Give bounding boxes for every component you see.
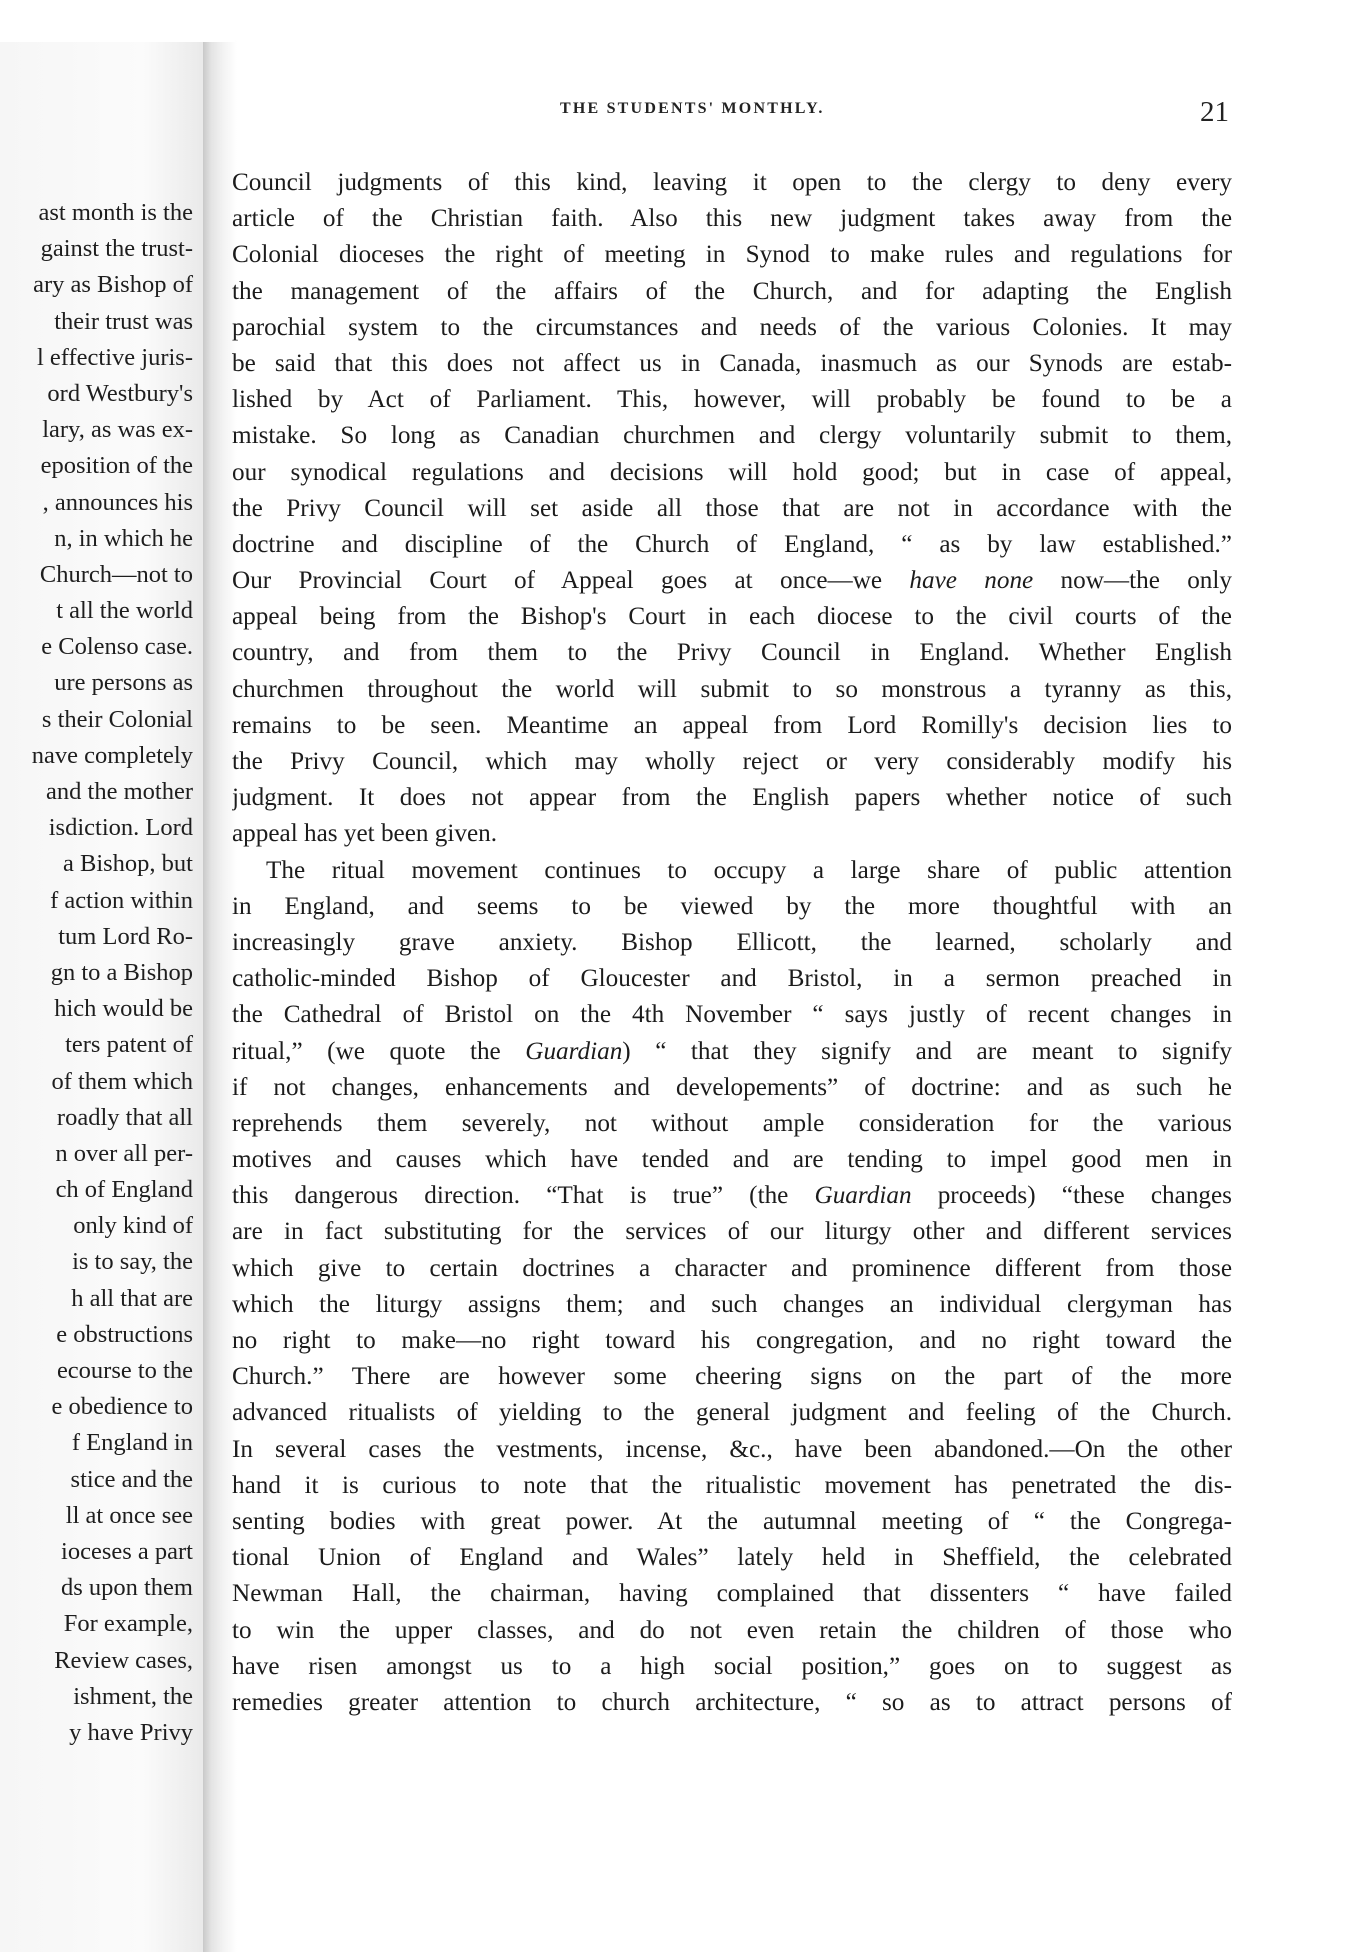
text-line: our synodical regulations and decisions will hold good; but in case of appeal, (232, 458, 1232, 486)
previous-page-line: gn to a Bishop (50, 958, 193, 986)
previous-page (0, 40, 205, 1952)
previous-page-line: of them which (51, 1067, 193, 1095)
text-line: this dangerous direction. “That is true” (the Guardian proceeds) “these changes (232, 1182, 1232, 1210)
previous-page-text (32, 195, 193, 1751)
text-line: have risen amongst us to a high social position,” goes on to suggest as (232, 1652, 1232, 1680)
previous-page-line: hich would be (54, 995, 193, 1023)
text-line: Our Provincial Court of Appeal goes at once—we have none now—the only (232, 567, 1232, 595)
previous-page-line: ast month is the (38, 199, 193, 226)
text-line: In several cases the vestments, incense, &c., have been abandoned.—On the other (232, 1435, 1232, 1463)
text-line: which the liturgy assigns them; and such changes an individual clergyman has (232, 1290, 1232, 1318)
text-line: the Privy Council will set aside all those that are not in accordance with the (232, 494, 1232, 522)
page-number: 21 (1200, 96, 1229, 128)
previous-page-line: n, in which he (54, 524, 193, 552)
text-line: appeal being from the Bishop's Court in each diocese to the civil courts of the (232, 603, 1232, 631)
previous-page-line: For example, (63, 1610, 193, 1638)
text-line: the management of the affairs of the Church, and for adapting the English (232, 277, 1232, 305)
previous-page-line: tum Lord Ro- (58, 922, 193, 950)
text-line: remedies greater attention to church architecture, “ so as to attract persons of (232, 1688, 1232, 1716)
text-line: Newman Hall, the chairman, having complained that dissenters “ have failed (232, 1580, 1232, 1608)
previous-page-line: t all the world (56, 597, 193, 625)
text-line: lished by Act of Parliament. This, however, will probably be found to be a (232, 386, 1232, 414)
text-line: remains to be seen. Meantime an appeal from Lord Romilly's decision lies to (232, 711, 1232, 739)
text-line: catholic-minded Bishop of Gloucester and Bristol, in a sermon preached in (232, 965, 1232, 993)
text-line: Council judgments of this kind, leaving it open to the clergy to deny every (232, 169, 1232, 196)
text-line: if not changes, enhancements and developements” of doctrine: and as such he (232, 1073, 1232, 1101)
previous-page-line: e obstructions (56, 1320, 193, 1348)
previous-page-line: Review cases, (54, 1646, 193, 1674)
text-line: Church.” There are however some cheering signs on the part of the more (232, 1363, 1232, 1391)
previous-page-line: ecourse to the (56, 1357, 193, 1384)
previous-page-line: l effective juris- (36, 343, 193, 371)
previous-page-line: f England in (71, 1429, 193, 1457)
previous-page-line: nave completely (31, 741, 193, 769)
previous-page-line: s their Colonial (41, 705, 193, 733)
text-line: mistake. So long as Canadian churchmen and clergy voluntarily submit to them, (232, 422, 1232, 450)
text-line: increasingly grave anxiety. Bishop Ellicott, the learned, scholarly and (232, 928, 1232, 956)
previous-page-line: Church—not to (39, 560, 193, 588)
text-line: reprehends them severely, not without ample consideration for the various (232, 1109, 1232, 1137)
text-line: the Cathedral of Bristol on the 4th November “ says justly of recent changes in (232, 1001, 1232, 1029)
previous-page-line: their trust was (54, 307, 193, 335)
text-line: are in fact substituting for the services of our liturgy other and different services (232, 1218, 1232, 1246)
text-line: advanced ritualists of yielding to the general judgment and feeling of the Church. (232, 1399, 1232, 1427)
text-line: senting bodies with great power. At the autumnal meeting of “ the Congrega- (232, 1507, 1232, 1535)
previous-page-line: e Colenso case. (41, 633, 193, 661)
previous-page-line: f action within (50, 886, 193, 914)
text-line: ritual,” (we quote the Guardian) “ that they signify and are meant to signify (232, 1037, 1232, 1065)
paragraph-2 (232, 853, 1232, 1722)
top-margin (0, 0, 235, 42)
text-line: be said that this does not affect us in Canada, inasmuch as our Synods are estab- (232, 349, 1232, 377)
text-line: tional Union of England and Wales” lately held in Sheffield, the celebrated (232, 1544, 1232, 1572)
text-line: hand it is curious to note that the ritualistic movement has penetrated the dis- (232, 1471, 1232, 1499)
previous-page-line: ure persons as (54, 669, 193, 697)
previous-page-line: and the mother (46, 778, 193, 805)
page-body (232, 165, 1232, 1721)
running-head: THE STUDENTS' MONTHLY. (560, 100, 825, 117)
previous-page-line: ds upon them (60, 1574, 193, 1602)
text-line: parochial system to the circumstances and needs of the various Colonies. It may (232, 313, 1232, 341)
previous-page-line: is to say, the (72, 1248, 193, 1276)
previous-page-line: n over all per- (55, 1139, 193, 1167)
previous-page-line: lary, as was ex- (42, 416, 193, 444)
text-line: the Privy Council, which may wholly reject or very considerably modify his (232, 748, 1232, 775)
text-line: to win the upper classes, and do not even retain the children of those who (232, 1616, 1232, 1644)
previous-page-line: ishment, the (73, 1682, 193, 1710)
previous-page-line: isdiction. Lord (48, 814, 193, 842)
previous-page-line: only kind of (73, 1212, 193, 1240)
previous-page-line: eposition of the (40, 452, 193, 480)
text-line: Colonial dioceses the right of meeting in Synod to make rules and regulations for (232, 241, 1232, 269)
text-line: country, and from them to the Privy Council in England. Whether English (232, 639, 1232, 667)
previous-page-line: a Bishop, but (63, 850, 193, 878)
paragraph-1 (232, 165, 1232, 853)
text-line: no right to make—no right toward his congregation, and no right toward the (232, 1327, 1232, 1354)
text-line: article of the Christian faith. Also this new judgment takes away from the (232, 205, 1232, 233)
previous-page-line: , announces his (42, 488, 193, 516)
text-line: appeal has yet been given. (232, 820, 498, 848)
previous-page-line: h all that are (71, 1284, 193, 1312)
text-line: The ritual movement continues to occupy a large share of public attention (266, 856, 1232, 884)
previous-page-line: roadly that all (56, 1103, 193, 1131)
previous-page-line: ch of England (55, 1176, 193, 1204)
text-line: motives and causes which have tended and are tending to impel good men in (232, 1146, 1232, 1174)
previous-page-line: ll at once see (65, 1501, 193, 1529)
text-line: judgment. It does not appear from the English papers whether notice of such (232, 784, 1232, 812)
previous-page-line: y have Privy (69, 1718, 193, 1746)
previous-page-line: gainst the trust- (40, 235, 193, 263)
previous-page-line: e obedience to (51, 1393, 193, 1421)
text-line: in England, and seems to be viewed by the more thoughtful with an (232, 892, 1232, 920)
text-line: churchmen throughout the world will submit to so monstrous a tyranny as this, (232, 675, 1232, 703)
previous-page-line: ord Westbury's (47, 379, 193, 407)
previous-page-line: ioceses a part (61, 1537, 193, 1565)
text-line: doctrine and discipline of the Church of England, “ as by law established.” (232, 530, 1232, 558)
previous-page-line: ary as Bishop of (33, 271, 193, 299)
text-line: which give to certain doctrines a character and prominence different from those (232, 1254, 1232, 1282)
previous-page-line: ters patent of (65, 1031, 193, 1059)
previous-page-line: stice and the (70, 1465, 193, 1493)
